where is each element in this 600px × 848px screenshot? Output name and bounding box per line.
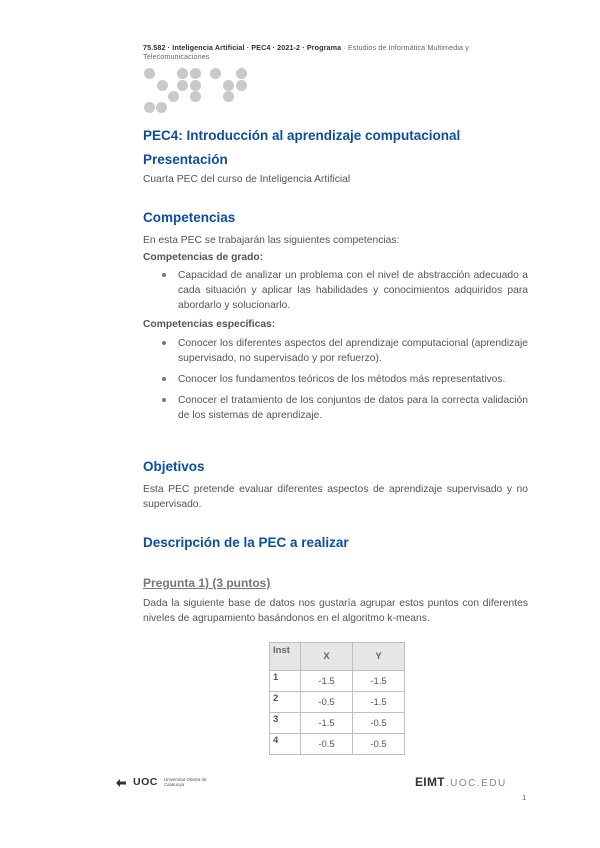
uoc-logo-text: UOC [133,776,158,788]
table-cell-y: -1.5 [353,692,405,713]
section-heading-competencias: Competencias [143,210,236,225]
dot [157,80,168,91]
section-heading-descripcion: Descripción de la PEC a realizar [143,535,349,550]
section-heading-presentacion: Presentación [143,152,228,167]
section-heading-objetivos: Objetivos [143,459,205,474]
dot [223,80,234,91]
table-row [270,734,405,755]
uoc-dots-logo [140,64,260,116]
header-course-bold: 75.582 · Inteligencia Artificial · PEC4 · 2021-2 · Programa [143,43,342,52]
uoc-footer-logo [115,774,216,790]
list-item: Conocer el tratamiento de los conjuntos de datos para la correcta validación de los sistemas de aprendizaje. [160,393,528,423]
objetivos-text: Esta PEC pretende evaluar diferentes aspectos de aprendizaje supervisado y no supervisado. [143,484,528,510]
kmeans-data-table [269,642,405,755]
dot [177,80,188,91]
eimt-logo-text: EIMT [415,775,445,789]
dot [236,68,247,79]
dot [168,91,179,102]
competencias-especificas-heading: Competencias específicas: [143,319,276,330]
page-number: 1 [522,793,527,802]
dot [236,80,247,91]
table-header-y: Y [353,643,405,671]
table-row [270,713,405,734]
table-cell-y: -0.5 [353,734,405,755]
list-item: Conocer los fundamentos teóricos de los métodos más representativos. [160,372,528,387]
dot [177,68,188,79]
table-cell-x: -0.5 [301,692,353,713]
dot [144,68,155,79]
table-row [270,692,405,713]
running-header [143,43,503,61]
competencias-grado-heading: Competencias de grado: [143,252,264,263]
question-1-heading: Pregunta 1) (3 puntos) [143,576,271,590]
dot [190,80,201,91]
table-header-inst: Inst [270,643,301,671]
table-header-row [270,643,405,671]
table-cell-y: -0.5 [353,713,405,734]
document-title: PEC4: Introducción al aprendizaje computacional [143,128,461,143]
table-cell-inst: 2 [270,692,301,713]
eimt-footer-logo [415,775,507,789]
table-header-x: X [301,643,353,671]
dot [190,91,201,102]
uoc-mark-icon [115,776,127,788]
dot [144,102,155,113]
list-item: Capacidad de analizar un problema con el nivel de abstracción adecuado a cada situación y aplicar las habilidades y conocimientos adquiridos para abordarlo y solucionarlo. [160,268,528,313]
dot [210,68,221,79]
presentacion-text: Cuarta PEC del curso de Inteligencia Artificial [143,174,351,185]
list-item: Conocer los diferentes aspectos del aprendizaje computacional (aprendizaje supervisado, no supervisado y por refuerzo). [160,336,528,366]
table-cell-x: -1.5 [301,713,353,734]
table-cell-x: -0.5 [301,734,353,755]
dot [223,91,234,102]
dot [190,68,201,79]
competencias-intro: En esta PEC se trabajarán las siguientes competencias: [143,235,400,246]
table-cell-inst: 4 [270,734,301,755]
eimt-logo-suffix: .UOC.EDU [445,778,507,789]
table-cell-inst: 3 [270,713,301,734]
competencias-especificas-list [160,336,528,429]
competencias-grado-list [160,268,528,319]
table-cell-x: -1.5 [301,671,353,692]
uoc-tagline: Universitat Oberta de Catalunya [163,777,207,787]
header-course-line-2: Telecomunicaciones [143,52,210,61]
table-row [270,671,405,692]
table-cell-y: -1.5 [353,671,405,692]
table-cell-inst: 1 [270,671,301,692]
dot [156,102,167,113]
header-course-rest: · Estudios de Informática Multimedia y [341,43,469,52]
question-1-text: Dada la siguiente base de datos nos gustaría agrupar estos puntos con diferentes niveles de agrupamiento basándonos en el algoritmo k-means. [143,598,528,624]
